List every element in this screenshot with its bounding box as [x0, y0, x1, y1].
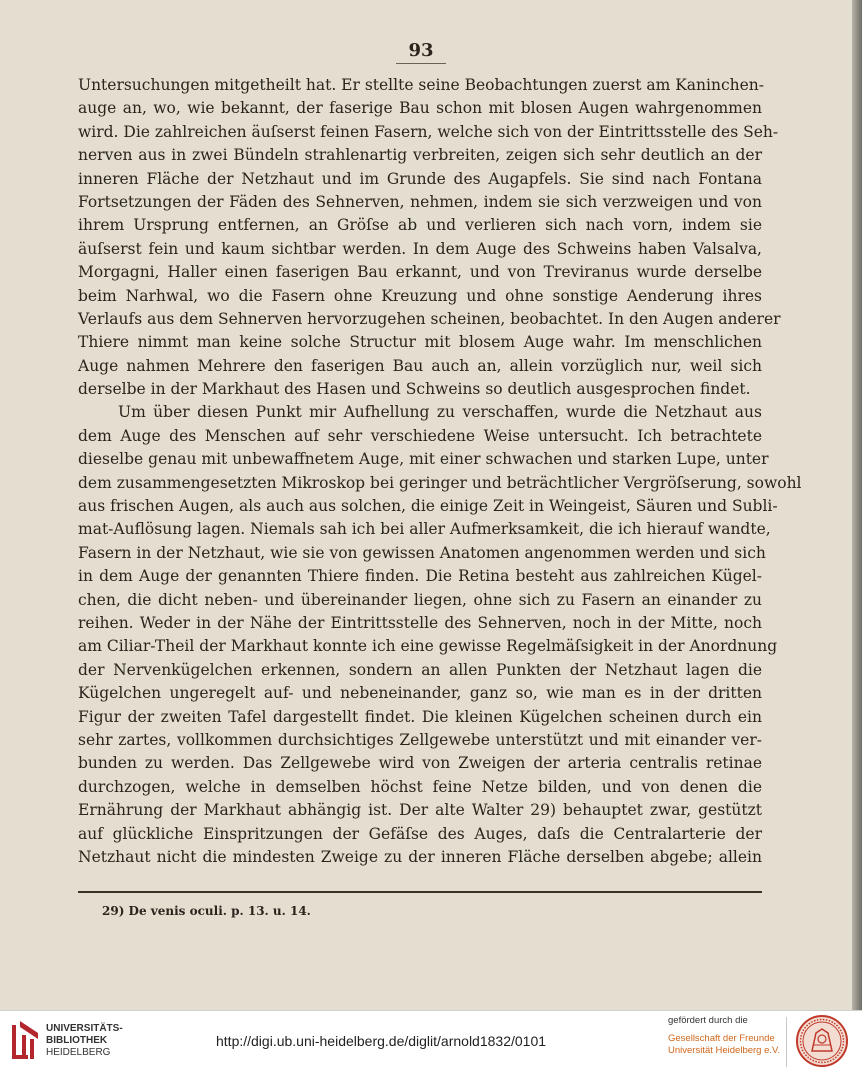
footer-bar — [0, 1010, 862, 1072]
text-line: sehr zartes, vollkommen durchsichtiges Zellgewebe unterstützt und mit einander ver- — [78, 730, 762, 749]
page-number-rule — [396, 63, 446, 64]
page-edge-shadow — [852, 0, 862, 1010]
text-line: derselbe in der Markhaut des Hasen und Schweins so deutlich ausgesprochen findet. — [78, 380, 751, 399]
text-line: der Nervenkügelchen erkennen, sondern an allen Punkten der Netzhaut lagen die — [78, 660, 762, 679]
text-line: bunden zu werden. Das Zellgewebe wird von Zweigen der arteria centralis retinae — [78, 754, 762, 773]
library-logo-icon[interactable] — [10, 1019, 40, 1063]
text-line: dem zusammengesetzten Mikroskop bei geringer und beträchtlicher Vergröſserung, sowohl — [78, 473, 802, 492]
funder-name: Universität Heidelberg e.V. — [668, 1045, 781, 1056]
text-line: Untersuchungen mitgetheilt hat. Er stellte seine Beobachtungen zuerst am Kaninchen- — [78, 76, 765, 94]
divider — [786, 1017, 787, 1067]
text-line: dem Auge des Menschen auf sehr verschiedene Weise untersucht. Ich betrachtete — [78, 426, 762, 445]
text-line: Netzhaut nicht die mindesten Zweige zu der inneren Fläche derselben abgebe; allein — [78, 847, 762, 866]
funded-by-label: gefördert durch die — [668, 1015, 748, 1026]
text-line: Thiere nimmt man keine solche Structur mit blosem Auge wahr. Im menschlichen — [78, 333, 762, 352]
funder-name: Gesellschaft der Freunde — [668, 1033, 775, 1044]
text-line: Verlaufs aus dem Sehnerven hervorzugehen scheinen, beobachtet. In den Augen anderer — [78, 309, 781, 328]
text-line: Figur der zweiten Tafel dargestellt findet. Die kleinen Kügelchen scheinen durch ein — [78, 707, 762, 726]
text-line: in dem Auge der genannten Thiere finden. Die Retina besteht aus zahlreichen Kügel- — [78, 567, 762, 586]
library-name[interactable] — [46, 1023, 123, 1059]
page-number: 93 — [408, 40, 434, 61]
text-line: reihen. Weder in der Nähe der Eintrittsstelle des Sehnerven, noch in der Mitte, noch — [78, 613, 762, 632]
text-line: Um über diesen Punkt mir Aufhellung zu verschaffen, wurde die Netzhaut aus — [118, 403, 762, 422]
text-line: auge an, wo, wie bekannt, der faserige Bau schon mit blosen Augen wahrgenommen — [78, 99, 762, 118]
library-name-line: UNIVERSITÄTS- — [46, 1023, 123, 1034]
text-line: dieselbe genau mit unbewaffnetem Auge, mit einer schwachen und starken Lupe, unter — [78, 450, 769, 469]
funder-block[interactable] — [668, 1015, 780, 1057]
text-line: am Ciliar-Theil der Markhaut konnte ich eine gewisse Regelmäſsigkeit in der Anordnung — [78, 637, 778, 656]
text-line: aus frischen Augen, als auch aus solchen, die einige Zeit in Weingeist, Säuren und Subli- — [78, 497, 778, 516]
text-line: Fortsetzungen der Fäden des Sehnerven, nehmen, indem sie sich verzweigen und von — [78, 192, 762, 211]
text-line: Morgagni, Haller einen faserigen Bau erkannt, und von Treviranus wurde derselbe — [78, 263, 762, 282]
body-text — [78, 74, 802, 869]
text-line: ihrem Ursprung entfernen, an Gröſse ab und verlieren sich nach vorn, indem sie — [78, 216, 762, 235]
text-line: chen, die dicht neben- und übereinander liegen, ohne sich zu Fasern an einander zu — [78, 590, 762, 609]
library-name-line: BIBLIOTHEK — [46, 1035, 108, 1046]
text-line: mat-Auflösung lagen. Niemals sah ich bei aller Aufmerksamkeit, die ich hierauf wandte, — [78, 520, 771, 539]
text-line: durchzogen, welche in demselben höchst feine Netze bilden, und von denen die — [78, 777, 762, 796]
footnote: 29) De venis oculi. p. 13. u. 14. — [102, 904, 311, 918]
text-line: Ernährung der Markhaut abhängig ist. Der alte Walter 29) behauptet zwar, gestützt — [78, 801, 762, 820]
text-line: Auge nahmen Mehrere den faserigen Bau auch an, allein vorzüglich nur, weil sich — [78, 356, 762, 375]
university-seal-icon — [796, 1015, 848, 1067]
text-line: Kügelchen ungeregelt auf- und nebeneinander, ganz so, wie man es in der dritten — [78, 684, 762, 703]
text-line: beim Narhwal, wo die Fasern ohne Kreuzung und ohne sonstige Aenderung ihres — [78, 286, 762, 305]
permalink-url[interactable]: http://digi.ub.uni-heidelberg.de/diglit/arnold1832/0101 — [216, 1033, 547, 1049]
footnote-rule — [78, 891, 762, 893]
text-line: nerven aus in zwei Bündeln strahlenartig verbreiten, zeigen sich sehr deutlich an der — [78, 146, 762, 165]
text-line: Fasern in der Netzhaut, wie sie von gewissen Anatomen angenommen werden und sich — [78, 543, 766, 562]
text-line: auf glückliche Einspritzungen der Gefäſse des Auges, daſs die Centralarterie der — [78, 824, 762, 843]
text-line: äuſserst fein und kaum sichtbar werden. In dem Auge des Schweins haben Valsalva, — [78, 239, 762, 258]
text-line: inneren Fläche der Netzhaut und im Grunde des Augapfels. Sie sind nach Fontana — [78, 169, 762, 188]
text-line: wird. Die zahlreichen äuſserst feinen Fasern, welche sich von der Eintrittsstelle des Seh- — [78, 122, 779, 141]
library-name-line: HEIDELBERG — [46, 1047, 111, 1058]
